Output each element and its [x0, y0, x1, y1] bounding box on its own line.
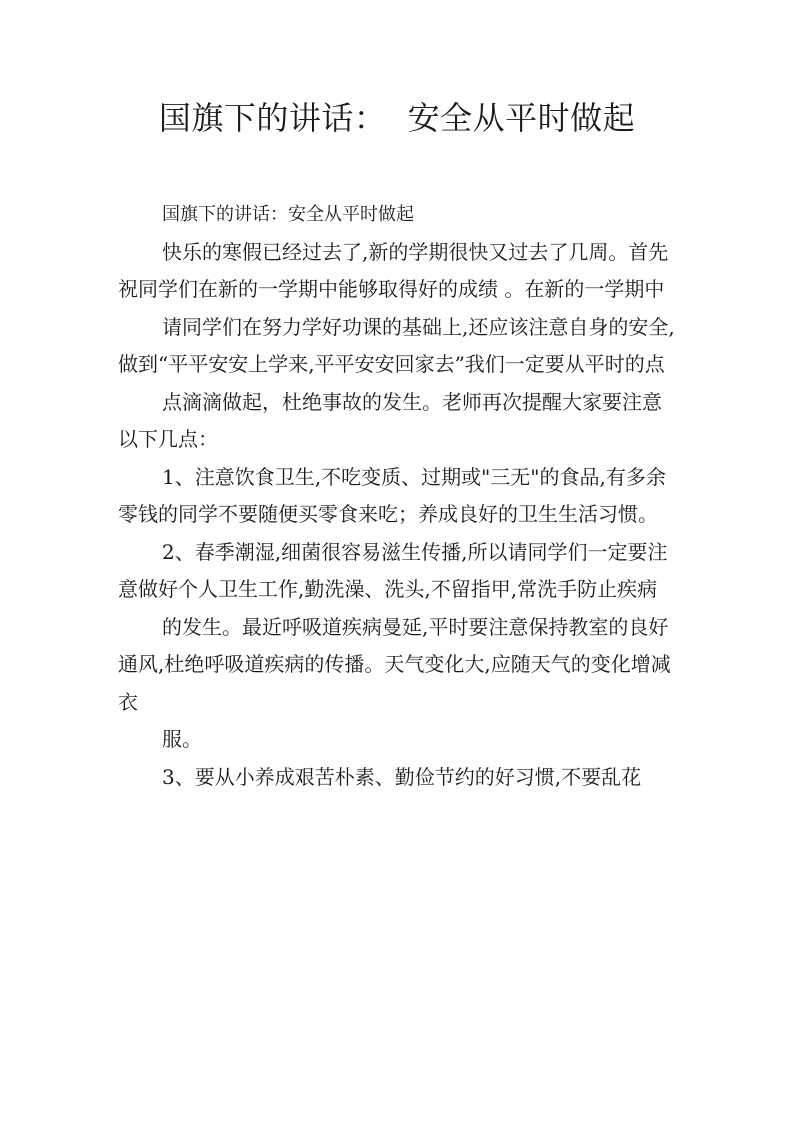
- body-paragraph: 请同学们在努力学好功课的基础上,还应该注意自身的安全,做到“平平安安上学来,平平安安回家去”我们一定要从平时的点: [118, 314, 675, 376]
- body-paragraph: 点滴滴做起，杜绝事故的发生。老师再次提醒大家要注意以下几点：: [118, 389, 662, 451]
- body-paragraph-heading: 国旗下的讲话：安全从平时做起: [162, 204, 414, 225]
- body-paragraph: 快乐的寒假已经过去了,新的学期很快又过去了几周。首先祝同学们在新的一学期中能够取得好的成绩 。在新的一学期中: [118, 239, 669, 301]
- body-paragraph: 3、要从小养成艰苦朴素、勤俭节约的好习惯,不要乱花: [162, 764, 642, 789]
- body-paragraph: 服。: [162, 727, 202, 751]
- body-paragraph: 的发生。最近呼吸道疾病曼延,平时要注意保持教室的良好通风,杜绝呼吸道疾病的传播。天气变化大,应随天气的变化增减衣: [118, 614, 671, 714]
- document-title: 国旗下的讲话： 安全从平时做起: [158, 99, 636, 137]
- document-body: [118, 196, 680, 796]
- body-paragraph: 1、注意饮食卫生,不吃变质、过期或"三无"的食品,有多余零钱的同学不要随便买零食来吃；养成良好的卫生生活习惯。: [118, 464, 666, 526]
- body-paragraph: 2、春季潮湿,细菌很容易滋生传播,所以请同学们一定要注意做好个人卫生工作,勤洗澡、洗头,不留指甲,常洗手防止疾病: [118, 539, 668, 601]
